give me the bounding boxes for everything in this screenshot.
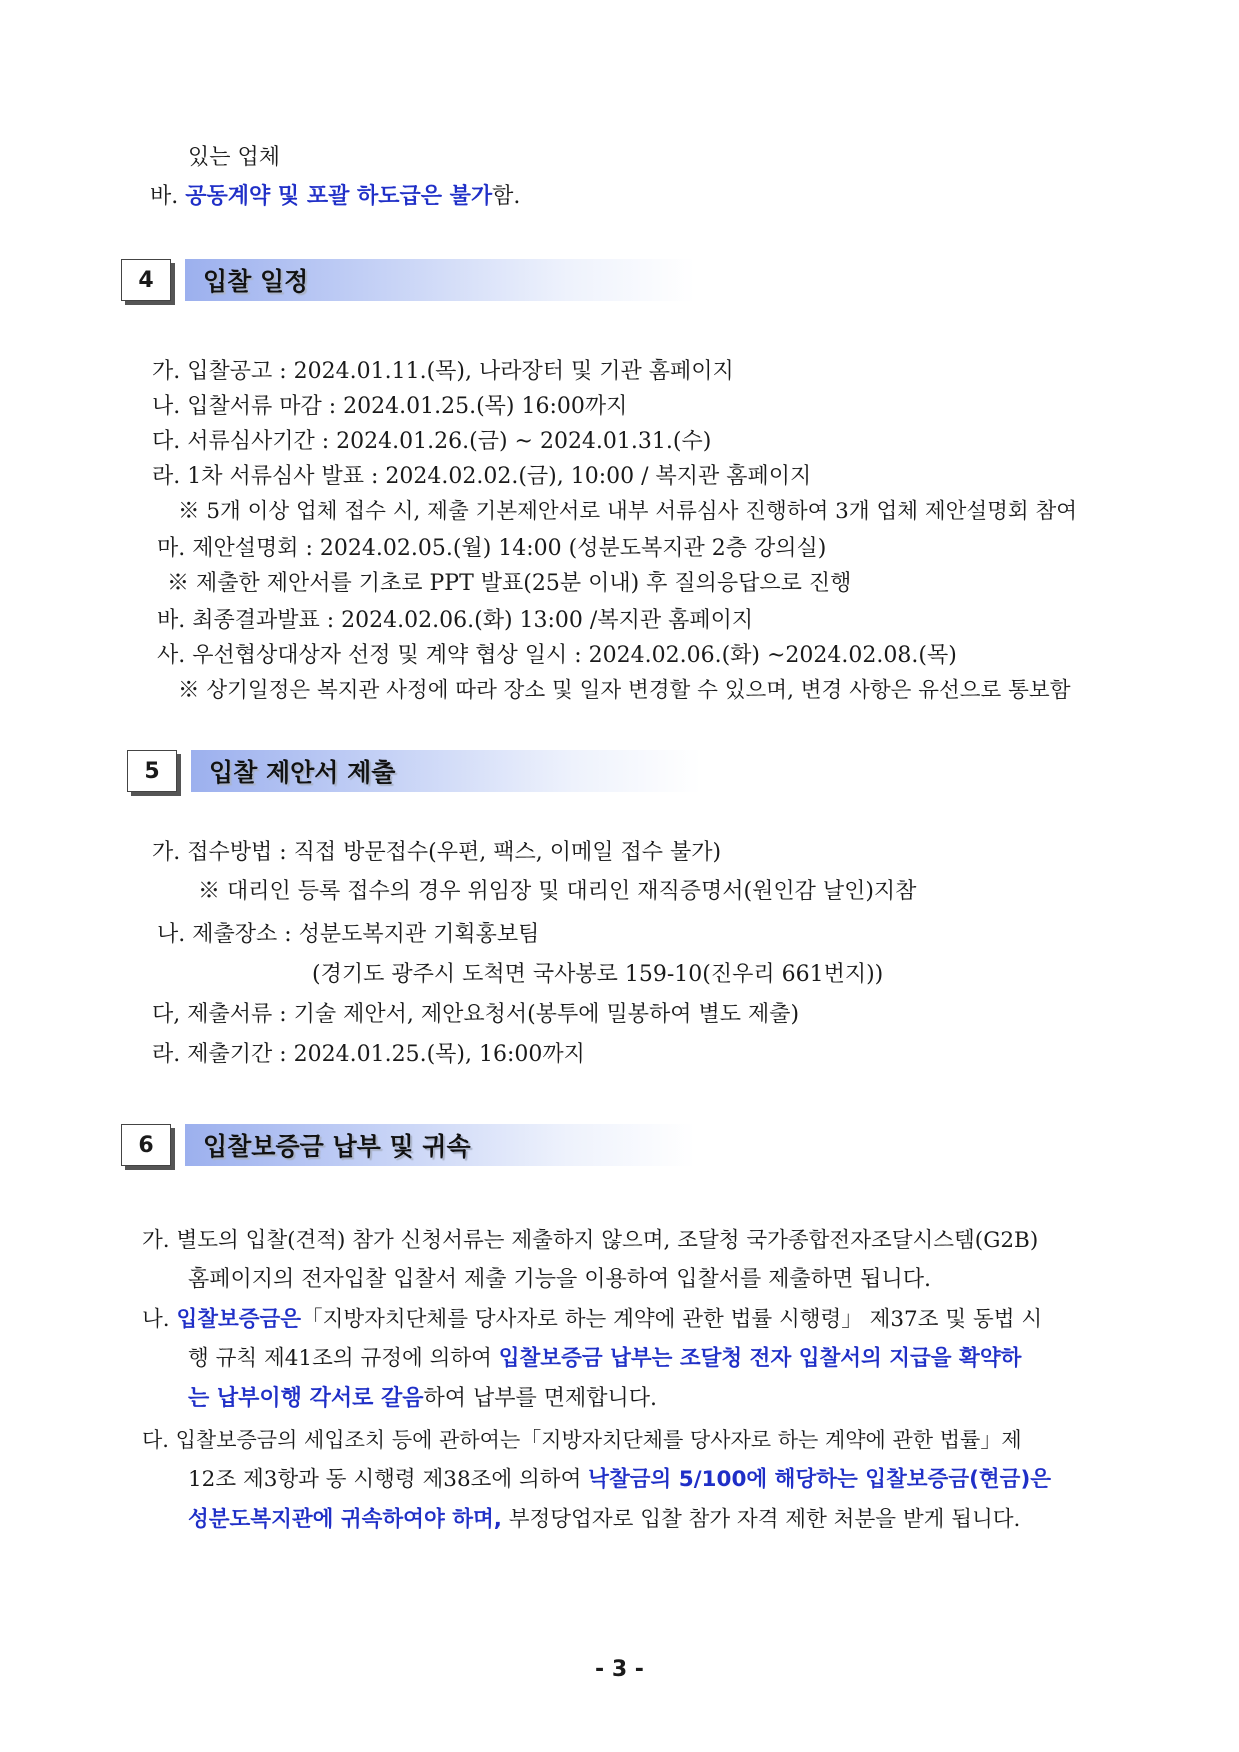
submission-note: ※ 대리인 등록 접수의 경우 위임장 및 대리인 재직증명서(원인감 날인)지참 [198, 879, 917, 904]
schedule-note: ※ 상기일정은 복지관 사정에 따라 장소 및 일자 변경할 수 있으며, 변경 사항은 유선으로 통보함 [178, 678, 1071, 703]
section-header-5 [127, 750, 747, 794]
text-span: 행 규칙 제41조의 규정에 의하여 [188, 1346, 499, 1371]
section-number: 5 [127, 750, 177, 792]
schedule-item: 가. 입찰공고 : 2024.01.11.(목), 나라장터 및 기관 홈페이지 [152, 359, 734, 384]
text-span: 나. [142, 1307, 177, 1332]
schedule-item: 나. 입찰서류 마감 : 2024.01.25.(목) 16:00까지 [152, 394, 628, 419]
text-span: 부정당업자로 입찰 참가 자격 제한 처분을 받게 됩니다. [501, 1507, 1021, 1532]
emphasis-text: 는 납부이행 각서로 갈음 [188, 1386, 424, 1411]
submission-item: 가. 접수방법 : 직접 방문접수(우편, 팩스, 이메일 접수 불가) [152, 840, 722, 865]
section-header-6 [121, 1124, 741, 1168]
emphasis-text: 낙찰금의 5/100에 해당하는 입찰보증금(현금)은 [588, 1467, 1052, 1492]
submission-address: (경기도 광주시 도척면 국사봉로 159-10(진우리 661번지)) [312, 962, 884, 987]
deposit-paragraph-line [188, 1465, 1051, 1495]
deposit-paragraph-line [188, 1505, 1020, 1535]
deposit-paragraph-line [188, 1344, 1021, 1374]
text-span: 12조 제3항과 동 시행령 제38조에 의하여 [188, 1467, 589, 1492]
emphasis-text: 입찰보증금은 [176, 1307, 302, 1332]
deposit-paragraph-line: 가. 별도의 입찰(견적) 참가 신청서류는 제출하지 않으며, 조달청 국가종합전자조달시스템(G2B) [142, 1228, 1039, 1253]
emphasis-text: 공동계약 및 포괄 하도급은 불가 [185, 184, 493, 209]
schedule-item: 바. 최종결과발표 : 2024.02.06.(화) 13:00 /복지관 홈페이지 [157, 608, 754, 633]
section-number: 4 [121, 259, 171, 301]
schedule-item: 라. 1차 서류심사 발표 : 2024.02.02.(금), 10:00 / 복지관 홈페이지 [152, 464, 812, 489]
submission-item: 라. 제출기간 : 2024.01.25.(목), 16:00까지 [152, 1042, 585, 1067]
emphasis-text: 성분도복지관에 귀속하여야 하며, [188, 1507, 502, 1532]
schedule-note: ※ 5개 이상 업체 접수 시, 제출 기본제안서로 내부 서류심사 진행하여 3개 업체 제안설명회 참여 [178, 499, 1078, 524]
section-title: 입찰 일정 [185, 259, 695, 301]
submission-item: 나. 제출장소 : 성분도복지관 기획홍보팀 [157, 922, 540, 947]
text-line: 있는 업체 [188, 145, 281, 170]
text-span: 바. [150, 184, 186, 209]
text-span: 하여 납부를 면제합니다. [423, 1386, 658, 1411]
schedule-item: 마. 제안설명회 : 2024.02.05.(월) 14:00 (성분도복지관 2층 강의실) [157, 536, 827, 561]
schedule-item: 다. 서류심사기간 : 2024.01.26.(금) ~ 2024.01.31.(수) [152, 429, 712, 454]
deposit-paragraph-line: 다. 입찰보증금의 세입조치 등에 관하여는「지방자치단체를 당사자로 하는 계약에 관한 법률」제 [142, 1428, 1022, 1452]
emphasis-text: 입찰보증금 납부는 조달청 전자 입찰서의 지급을 확약하 [498, 1346, 1022, 1371]
deposit-paragraph-line: 홈페이지의 전자입찰 입찰서 제출 기능을 이용하여 입찰서를 제출하면 됩니다. [188, 1267, 932, 1292]
schedule-note: ※ 제출한 제안서를 기초로 PPT 발표(25분 이내) 후 질의응답으로 진행 [167, 571, 852, 596]
section-header-4 [121, 259, 741, 303]
section-title: 입찰 제안서 제출 [191, 750, 701, 792]
page-number: - 3 - [595, 1657, 644, 1682]
text-span: 함. [492, 184, 521, 209]
section-number: 6 [121, 1124, 171, 1166]
schedule-item: 사. 우선협상대상자 선정 및 계약 협상 일시 : 2024.02.06.(화) ~2024.02.08.(목) [157, 643, 957, 668]
section-title: 입찰보증금 납부 및 귀속 [185, 1124, 695, 1166]
deposit-paragraph-line [142, 1305, 1042, 1335]
text-line [150, 182, 520, 212]
deposit-paragraph-line [188, 1384, 657, 1414]
submission-item: 다, 제출서류 : 기술 제안서, 제안요청서(봉투에 밀봉하여 별도 제출) [152, 1002, 800, 1027]
text-span: 「지방자치단체를 당사자로 하는 계약에 관한 법률 시행령」 제37조 및 동법 시 [301, 1307, 1043, 1332]
